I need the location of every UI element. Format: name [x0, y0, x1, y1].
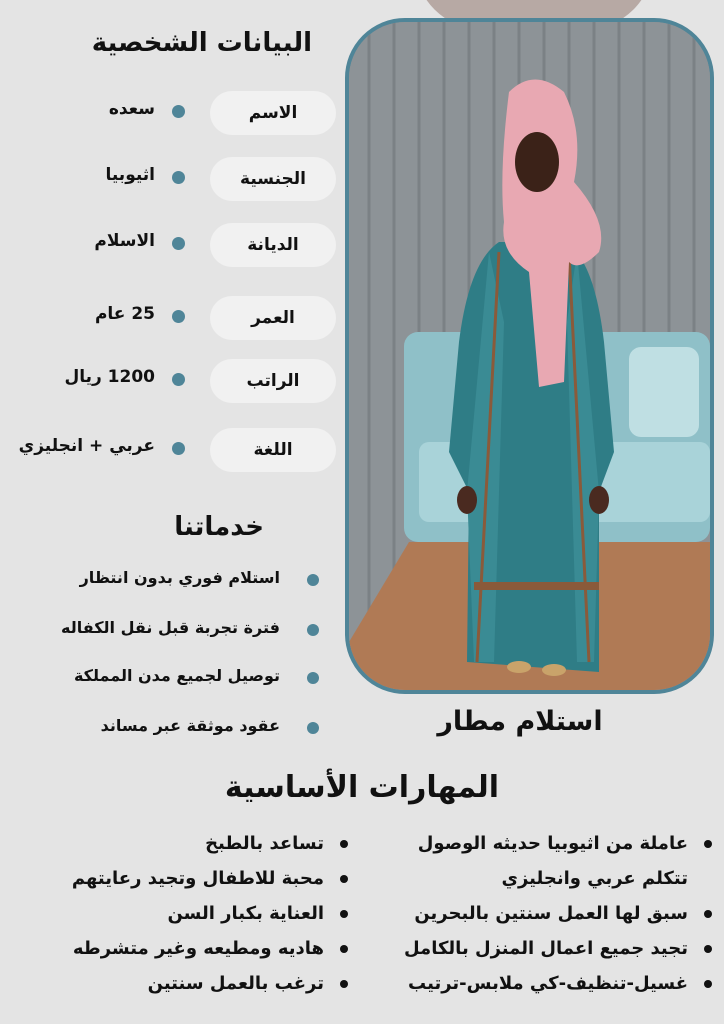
bullet-dot [307, 722, 319, 734]
info-label: العمر [210, 296, 336, 340]
skill-text: غسيل-تنظيف-كي ملابس-ترتيب [408, 973, 688, 994]
service-text: توصيل لجميع مدن المملكة [73, 666, 280, 685]
service-text: استلام فوري بدون انتظار [79, 568, 280, 587]
info-row-age [0, 293, 345, 343]
info-row-language [0, 425, 345, 475]
bullet-dot [307, 672, 319, 684]
bullet-dot [340, 945, 348, 953]
service-text: عقود موثقة عبر مساند [100, 716, 280, 735]
bullet-dot [307, 574, 319, 586]
info-value: الاسلام [94, 231, 155, 251]
info-label: الاسم [210, 91, 336, 135]
bullet-dot [307, 624, 319, 636]
skills-title: المهارات الأساسية [224, 770, 500, 805]
skill-item [370, 896, 716, 931]
skill-text: عاملة من اثيوبيا حديثه الوصول [417, 833, 688, 854]
skills-list-left [0, 826, 352, 1001]
bullet-dot [704, 980, 712, 988]
skill-item [0, 966, 352, 1001]
bullet-dot [172, 442, 185, 455]
info-label: اللغة [210, 428, 336, 472]
bullet-dot [704, 840, 712, 848]
bullet-dot [340, 910, 348, 918]
service-item [0, 610, 330, 650]
skill-text: محبة للاطفال وتجيد رعايتهم [71, 868, 324, 889]
info-row-salary [0, 356, 345, 406]
skill-text: ترغب بالعمل سنتين [147, 973, 324, 994]
skill-item [370, 826, 716, 861]
skill-text: تتكلم عربي وانجليزي [501, 868, 688, 889]
bullet-dot [172, 373, 185, 386]
info-value: اثيوبيا [105, 165, 155, 185]
bullet-dot [340, 980, 348, 988]
skill-text: العناية بكبار السن [167, 903, 324, 924]
photo-caption: استلام مطار [437, 706, 603, 737]
info-value: 25 عام [94, 304, 155, 324]
skill-item [370, 966, 716, 1001]
services-title: خدماتنا [174, 512, 264, 542]
skill-text: سبق لها العمل سنتين بالبحرين [414, 903, 688, 924]
bullet-dot [172, 171, 185, 184]
bullet-dot [172, 310, 185, 323]
skill-item [0, 826, 352, 861]
info-value: سعده [108, 99, 155, 119]
bullet-dot [172, 237, 185, 250]
info-row-religion [0, 220, 345, 270]
bullet-dot [172, 105, 185, 118]
info-value: 1200 ريال [64, 367, 155, 387]
info-label: الراتب [210, 359, 336, 403]
service-item [0, 560, 330, 600]
skill-item [0, 931, 352, 966]
skill-item [0, 861, 352, 896]
info-value: عربي + انجليزي [18, 436, 155, 456]
skill-text: تساعد بالطبخ [205, 833, 324, 854]
skill-item [370, 861, 716, 896]
service-item [0, 708, 330, 748]
bullet-dot [704, 910, 712, 918]
skill-text: هاديه ومطيعه وغير متشرطه [72, 938, 324, 959]
service-text: فترة تجربة قبل نقل الكفاله [60, 618, 280, 637]
info-row-nationality [0, 154, 345, 204]
info-label: الجنسية [210, 157, 336, 201]
service-item [0, 658, 330, 698]
skill-text: تجيد جميع اعمال المنزل بالكامل [403, 938, 688, 959]
bullet-dot [704, 945, 712, 953]
info-row-name [0, 88, 345, 138]
skill-item [370, 931, 716, 966]
skills-list-right [370, 826, 716, 1001]
bullet-dot [340, 875, 348, 883]
worker-photo [345, 18, 714, 694]
bullet-dot [340, 840, 348, 848]
skill-item [0, 896, 352, 931]
personal-data-title: البيانات الشخصية [91, 28, 312, 58]
info-label: الديانة [210, 223, 336, 267]
